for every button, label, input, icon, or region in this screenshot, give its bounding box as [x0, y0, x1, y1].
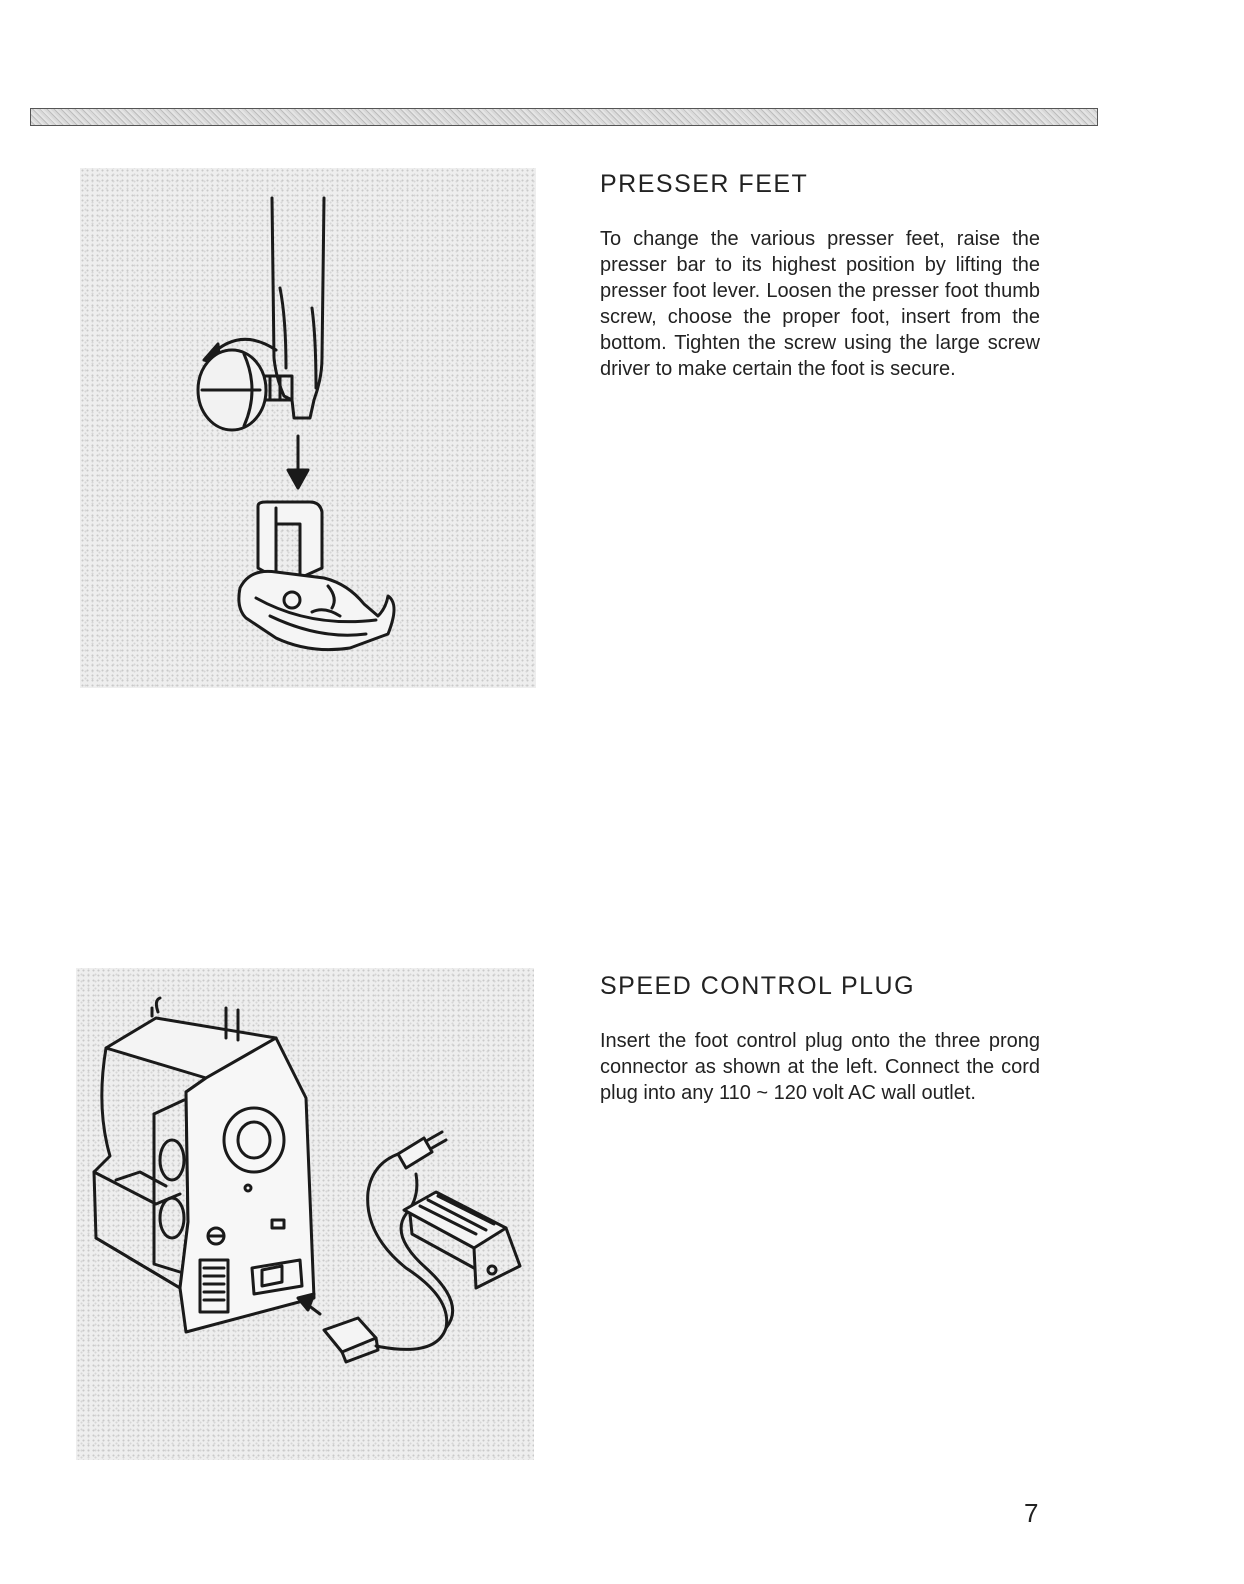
presser-foot-drawing — [80, 168, 536, 688]
presser-foot-illustration — [80, 168, 536, 688]
presser-feet-text: To change the various presser feet, raise the presser bar to its highest position by lifting the presser foot lever. Loosen the presser foot thumb screw, choose the proper foot, insert from the bottom. Tighten the screw using the large screw driver to make certain the foot is secure. — [600, 228, 1040, 380]
sewing-machine-drawing — [76, 968, 534, 1460]
speed-control-text: Insert the foot control plug onto the three prong connector as shown at the left. Connect the cord plug into any 110 ~ 120 volt AC wall outlet. — [600, 1030, 1040, 1104]
speed-control-illustration — [76, 968, 534, 1460]
page-number: 7 — [1024, 1498, 1039, 1528]
speed-control-title: SPEED CONTROL PLUG — [600, 972, 916, 1000]
presser-feet-title: PRESSER FEET — [600, 170, 809, 198]
header-rule — [30, 108, 1098, 126]
